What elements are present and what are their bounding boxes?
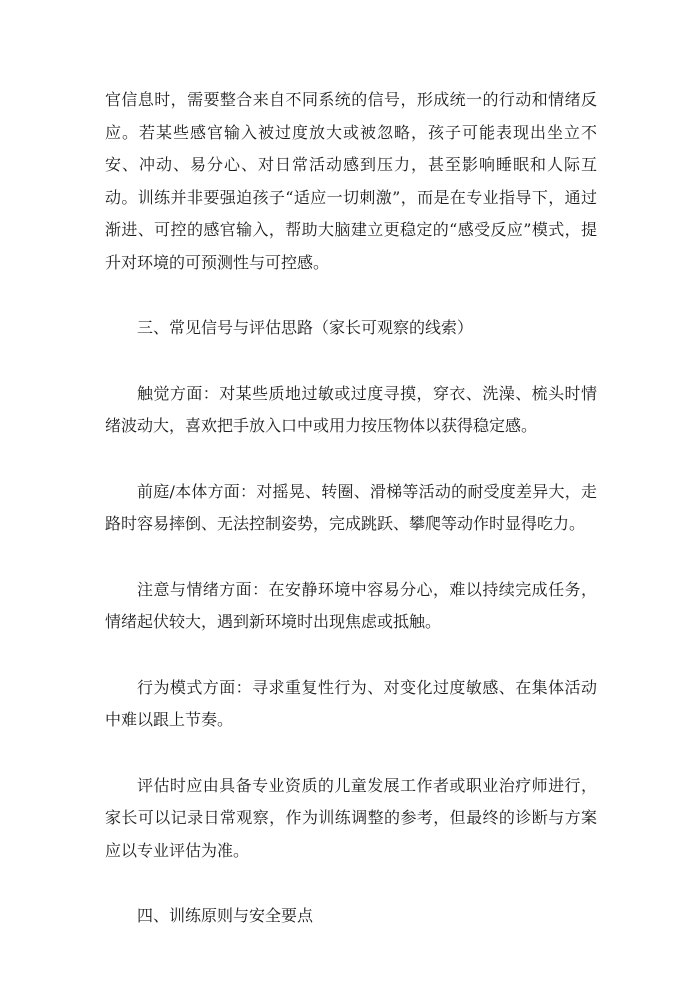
paragraph-assessment: 评估时应由具备专业资质的儿童发展工作者或职业治疗师进行，家长可以记录日常观察，作为训练调整的参考，但最终的诊断与方案应以专业评估为准。	[105, 775, 597, 860]
paragraph-continued-intro: 官信息时，需要整合来自不同系统的信号，形成统一的行动和情绪反应。若某些感官输入被过度放大或被忽略，孩子可能表现出坐立不安、冲动、易分心、对日常活动感到压力，甚至影响睡眠和人际互动。训练并非要强迫孩子“适应一切刺激”，而是在专业指导下，通过渐进、可控的感官输入，帮助大脑建立更稳定的“感受反应”模式，提升对环境的可预测性与可控感。	[105, 90, 597, 272]
paragraph-behavior: 行为模式方面：寻求重复性行为、对变化过度敏感、在集体活动中难以跟上节奏。	[105, 677, 597, 729]
section-heading-4: 四、训练原则与安全要点	[137, 906, 314, 925]
paragraph-attention-emotion: 注意与情绪方面：在安静环境中容易分心，难以持续完成任务，情绪起伏较大，遇到新环境时出现焦虑或抵触。	[105, 579, 597, 631]
paragraph-tactile: 触觉方面：对某些质地过敏或过度寻摸，穿衣、洗澡、梳头时情绪波动大，喜欢把手放入口中或用力按压物体以获得稳定感。	[105, 383, 597, 435]
document-body	[105, 84, 597, 966]
paragraph-vestibular: 前庭/本体方面：对摇晃、转圈、滑梯等活动的耐受度差异大，走路时容易摔倒、无法控制姿势，完成跳跃、攀爬等动作时显得吃力。	[105, 481, 597, 533]
section-heading-3: 三、常见信号与评估思路（家长可观察的线索）	[137, 318, 474, 337]
